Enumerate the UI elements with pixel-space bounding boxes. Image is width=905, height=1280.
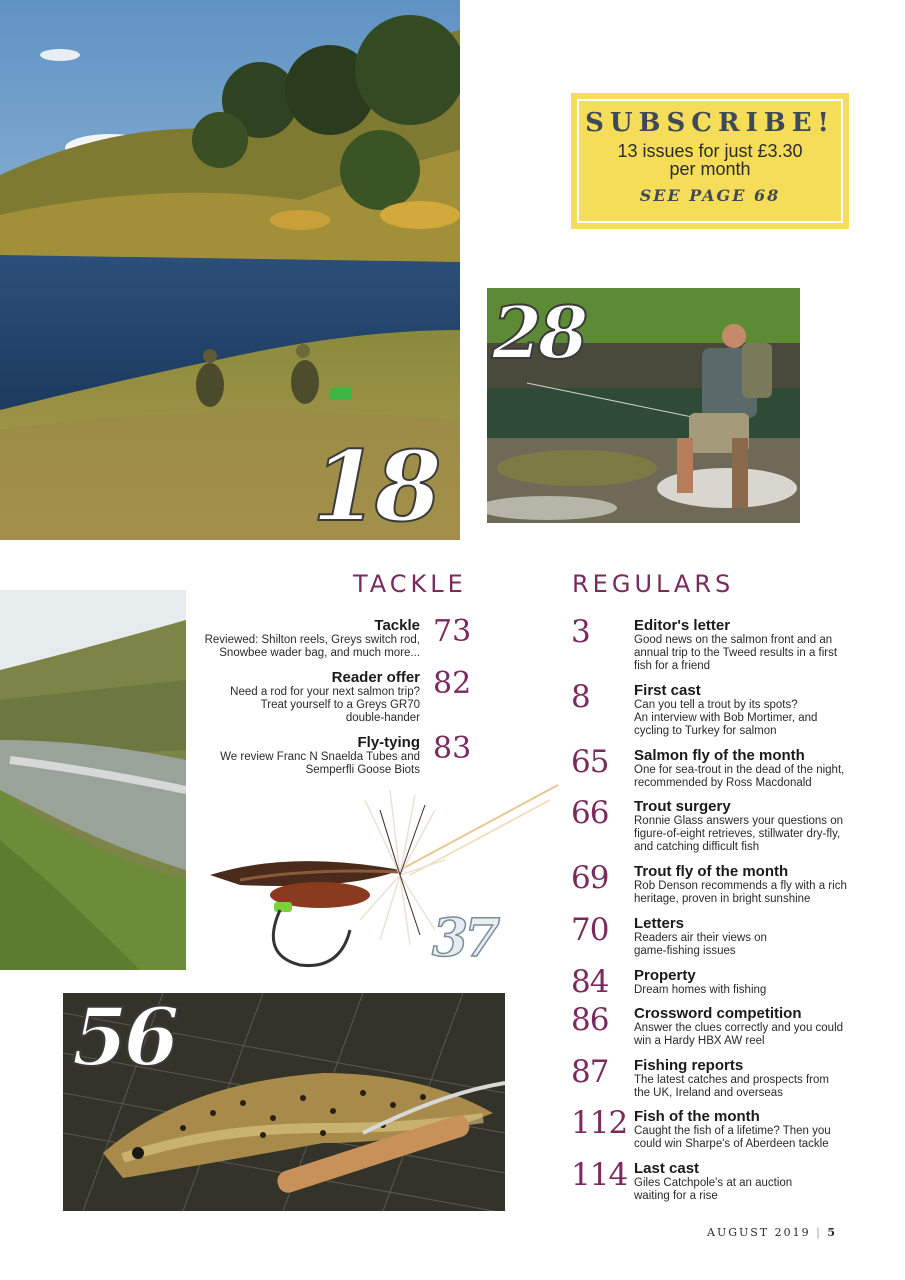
regulars-item-desc: heritage, proven in bright sunshine: [634, 893, 811, 905]
tackle-item-page: 83: [433, 731, 472, 766]
regulars-item-trout-surgery[interactable]: [634, 798, 864, 854]
regulars-item-title: Editor's letter: [634, 617, 731, 634]
regulars-page-number: 87: [571, 1054, 609, 1090]
regulars-item-desc: waiting for a rise: [634, 1190, 718, 1202]
regulars-page-number: 84: [571, 964, 609, 1000]
regulars-item-title: First cast: [634, 682, 701, 699]
regulars-item-title: Trout fly of the month: [634, 863, 789, 880]
regulars-item-salmon-fly[interactable]: [634, 747, 864, 790]
tackle-item-title: Reader offer: [331, 669, 420, 686]
regulars-item-desc: Good news on the salmon front and an: [634, 634, 833, 646]
regulars-heading: REGULARS: [572, 570, 735, 598]
regulars-item-desc: An interview with Bob Mortimer, and: [634, 712, 818, 724]
regulars-item-desc: Readers air their views on: [634, 932, 767, 944]
regulars-page-number: 66: [571, 795, 609, 831]
regulars-item-desc: Caught the fish of a lifetime? Then you: [634, 1125, 831, 1137]
tackle-item-tackle[interactable]: [180, 617, 420, 660]
tackle-item-desc: Semperfli Goose Biots: [305, 764, 420, 776]
regulars-item-desc: Giles Catchpole's at an auction: [634, 1177, 793, 1189]
tackle-item-title: Fly-tying: [357, 734, 420, 751]
fly-page-number: 37: [432, 908, 497, 969]
tackle-item-title: Tackle: [374, 617, 420, 634]
tackle-item-desc: We review Franc N Snaelda Tubes and: [220, 751, 420, 763]
regulars-item-first-cast[interactable]: [634, 682, 864, 738]
regulars-page-number: 65: [571, 744, 609, 780]
regulars-item-desc: game-fishing issues: [634, 945, 736, 957]
regulars-item-fish-of-month[interactable]: [634, 1108, 864, 1151]
regulars-item-editors-letter[interactable]: [634, 617, 864, 673]
regulars-item-last-cast[interactable]: [634, 1160, 864, 1203]
tackle-item-desc: Snowbee wader bag, and much more...: [219, 647, 420, 659]
regulars-item-title: Fish of the month: [634, 1108, 760, 1125]
subscribe-period: per month: [669, 159, 751, 179]
regulars-item-desc: figure-of-eight retrieves, stillwater dry-fly,: [634, 828, 841, 840]
regulars-item-title: Crossword competition: [634, 1005, 802, 1022]
regulars-item-desc: could win Sharpe's of Aberdeen tackle: [634, 1138, 829, 1150]
subscribe-price: 13 issues for just £3.30: [617, 141, 803, 161]
regulars-page-number: 8: [571, 679, 590, 715]
regulars-item-desc: One for sea-trout in the dead of the night,: [634, 764, 845, 776]
tackle-item-reader-offer[interactable]: [180, 669, 420, 725]
regulars-item-desc: fish for a friend: [634, 660, 711, 672]
tackle-item-desc: double-hander: [345, 712, 420, 724]
regulars-item-desc: win a Hardy HBX AW reel: [634, 1035, 765, 1047]
subscribe-see-page: SEE PAGE 68: [639, 186, 781, 205]
subscribe-title: SUBSCRIBE!: [585, 108, 835, 138]
regulars-item-desc: Ronnie Glass answers your questions on: [634, 815, 844, 827]
regulars-item-title: Property: [634, 967, 696, 984]
tackle-item-desc: Reviewed: Shilton reels, Greys switch rod,: [204, 634, 420, 646]
river-valley-photo: [0, 590, 186, 970]
loch-page-number: 18: [312, 430, 438, 543]
tackle-item-page: 73: [433, 614, 472, 649]
regulars-item-title: Salmon fly of the month: [634, 747, 805, 764]
regulars-item-desc: cycling to Turkey for salmon: [634, 725, 777, 737]
regulars-item-title: Fishing reports: [634, 1057, 744, 1074]
regulars-item-letters[interactable]: [634, 915, 864, 958]
trout-page-number: 56: [72, 990, 176, 1084]
footer-divider: |: [816, 1226, 828, 1239]
regulars-item-desc: The latest catches and prospects from: [634, 1074, 829, 1086]
wading-page-number: 28: [492, 290, 585, 375]
regulars-item-title: Letters: [634, 915, 685, 932]
footer-page-number: 5: [827, 1226, 837, 1239]
regulars-item-fishing-reports[interactable]: [634, 1057, 864, 1100]
tackle-item-desc: Need a rod for your next salmon trip?: [230, 686, 420, 698]
regulars-item-desc: annual trip to the Tweed results in a first: [634, 647, 838, 659]
regulars-item-desc: Answer the clues correctly and you could: [634, 1022, 844, 1034]
tackle-item-fly-tying[interactable]: [180, 734, 420, 777]
regulars-page-number: 3: [571, 614, 590, 650]
tackle-item-desc: Treat yourself to a Greys GR70: [260, 699, 420, 711]
subscribe-box[interactable]: [571, 93, 849, 229]
regulars-item-trout-fly[interactable]: [634, 863, 864, 906]
page-footer: [707, 1226, 837, 1239]
regulars-page-number: 86: [571, 1002, 609, 1038]
regulars-item-property[interactable]: [634, 967, 864, 997]
regulars-item-title: Trout surgery: [634, 798, 731, 815]
regulars-page-number: 112: [571, 1105, 628, 1141]
regulars-item-desc: recommended by Ross Macdonald: [634, 777, 812, 789]
tackle-item-page: 82: [433, 666, 472, 701]
regulars-page-number: 69: [571, 860, 609, 896]
regulars-item-desc: Rob Denson recommends a fly with a rich: [634, 880, 847, 892]
footer-issue: AUGUST 2019: [707, 1226, 811, 1239]
regulars-item-crossword[interactable]: [634, 1005, 864, 1048]
regulars-item-desc: the UK, Ireland and overseas: [634, 1087, 783, 1099]
regulars-item-desc: and catching difficult fish: [634, 841, 760, 853]
dry-fly-illustration: [200, 780, 560, 980]
regulars-page-number: 114: [571, 1157, 628, 1193]
tackle-heading: TACKLE: [353, 570, 467, 598]
regulars-item-title: Last cast: [634, 1160, 700, 1177]
regulars-item-desc: Dream homes with fishing: [634, 984, 767, 996]
regulars-item-desc: Can you tell a trout by its spots?: [634, 699, 798, 711]
regulars-page-number: 70: [571, 912, 609, 948]
